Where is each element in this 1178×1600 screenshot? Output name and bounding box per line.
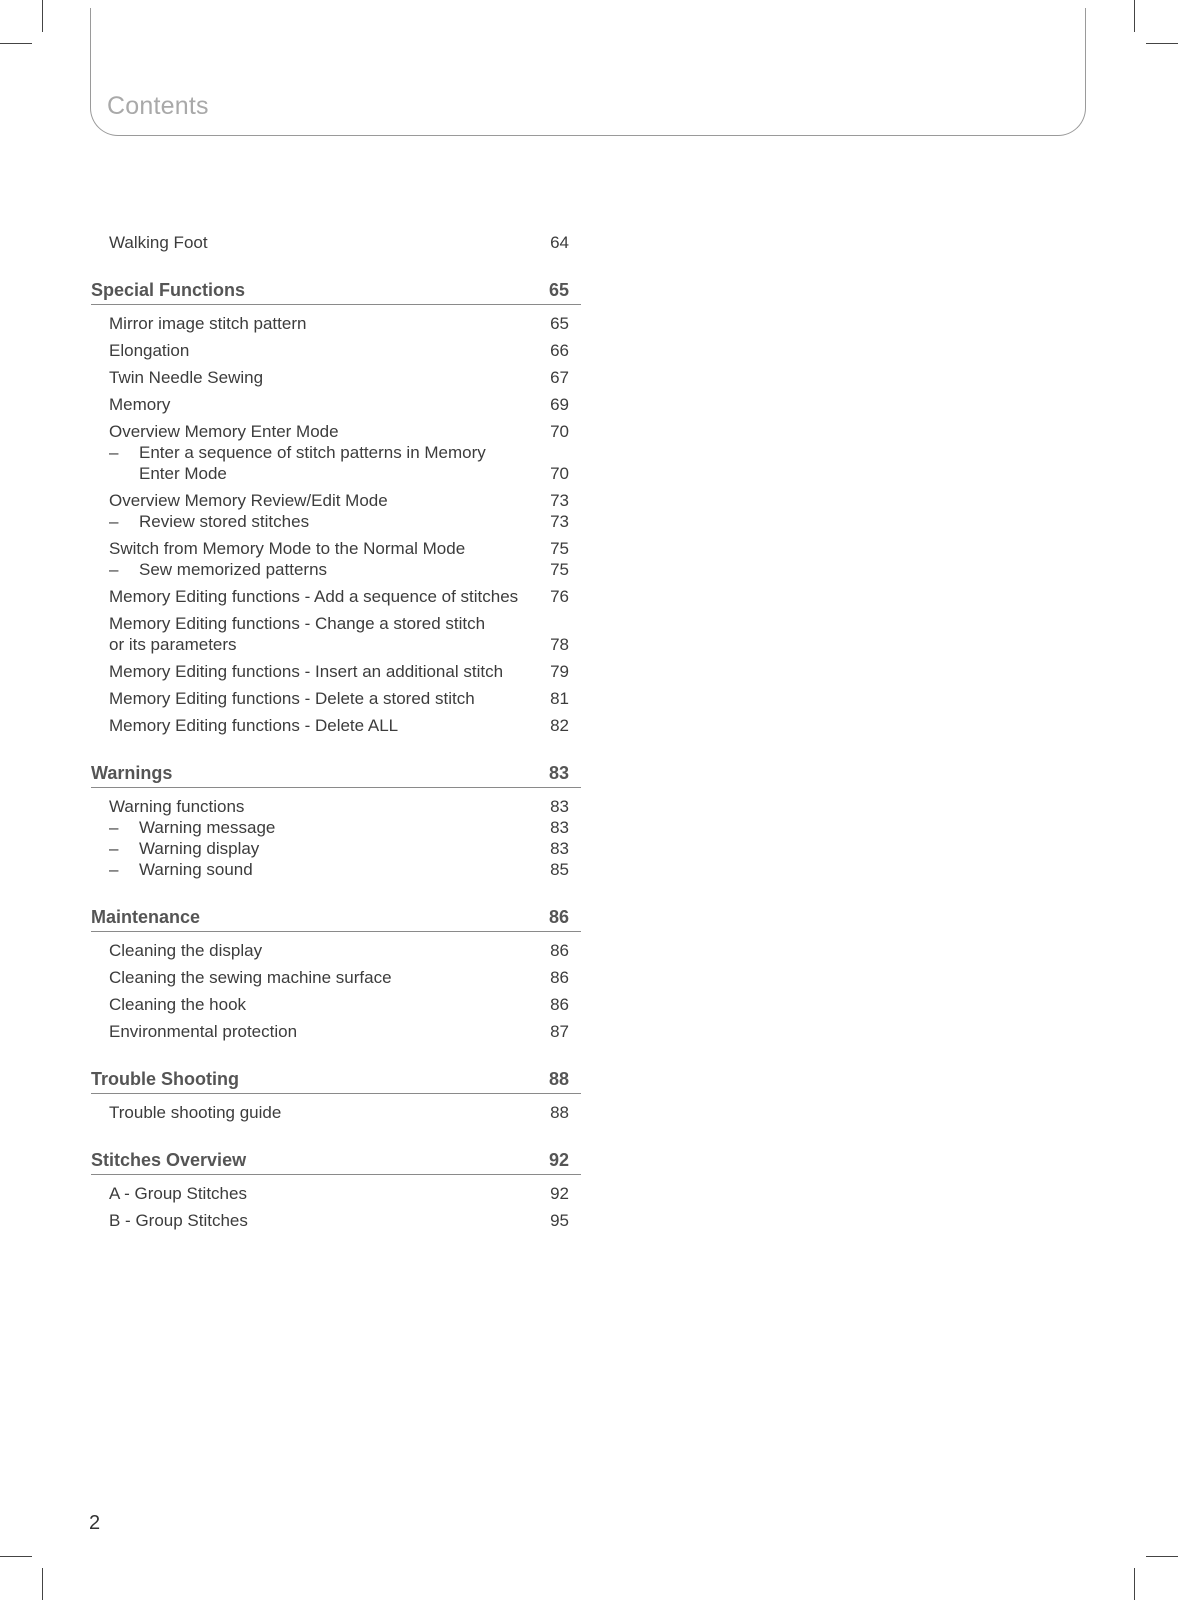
section-title: Warnings — [91, 763, 173, 783]
toc-entry-page: 70 — [550, 422, 569, 441]
section-page: 86 — [548, 907, 569, 927]
toc-entry-label: Warning sound — [139, 860, 253, 879]
toc-entry[interactable] — [91, 715, 581, 736]
toc-entry-label: Overview Memory Enter Mode — [109, 422, 339, 441]
toc-entry[interactable] — [91, 1021, 581, 1042]
toc-entry-label: Elongation — [109, 341, 190, 360]
toc-entry-page: 85 — [550, 860, 569, 879]
section-title: Special Functions — [91, 280, 246, 300]
toc-entry-page: 70 — [550, 464, 569, 483]
toc-entry-page: 75 — [550, 560, 569, 579]
toc-entry[interactable] — [91, 1183, 581, 1204]
toc-section-heading[interactable] — [91, 761, 581, 788]
toc-entry-page: 92 — [550, 1184, 569, 1203]
toc-entry-label: Twin Needle Sewing — [109, 368, 264, 387]
crop-mark — [0, 1556, 32, 1557]
toc-entry-page: 76 — [550, 587, 569, 606]
crop-mark — [42, 0, 43, 32]
toc-entry-page: 73 — [550, 512, 569, 531]
toc-entry[interactable] — [91, 661, 581, 682]
toc-entry[interactable] — [91, 313, 581, 334]
toc-entry-label: Enter a sequence of stitch patterns in Memory — [139, 443, 486, 462]
toc-entry[interactable] — [91, 967, 581, 988]
toc-entry[interactable] — [91, 340, 581, 361]
toc-entry-page: 78 — [550, 635, 569, 654]
toc-entry[interactable] — [91, 1102, 581, 1123]
section-page: 65 — [548, 280, 569, 300]
section-page: 83 — [548, 763, 569, 783]
toc-entry-label-cont: Enter Mode — [139, 464, 227, 483]
toc-entry-page: 83 — [550, 839, 569, 858]
toc-entry[interactable] — [91, 994, 581, 1015]
toc-entry-page: 66 — [550, 341, 569, 360]
toc-entry-page: 67 — [550, 368, 569, 387]
toc-subentry[interactable] — [91, 817, 581, 838]
toc-entry[interactable] — [91, 232, 581, 253]
toc-entry[interactable] — [91, 421, 581, 442]
toc-subentry[interactable] — [91, 838, 581, 859]
toc-entry[interactable] — [91, 490, 581, 511]
toc-entry-page: 86 — [550, 968, 569, 987]
toc-entry[interactable] — [91, 586, 581, 607]
section-page: 92 — [548, 1150, 569, 1170]
toc-subentry[interactable] — [91, 859, 581, 880]
toc-entry-page: 69 — [550, 395, 569, 414]
toc-entry-label: Cleaning the display — [109, 941, 263, 960]
toc-section-heading[interactable] — [91, 905, 581, 932]
header-frame — [90, 8, 1086, 136]
toc-entry-page: 83 — [550, 818, 569, 837]
dash-bullet: – — [109, 443, 119, 462]
crop-mark — [1146, 43, 1178, 44]
section-page: 88 — [548, 1069, 569, 1089]
toc-section-heading[interactable] — [91, 1148, 581, 1175]
toc-entry-label: Review stored stitches — [139, 512, 310, 531]
toc-entry-label: Trouble shooting guide — [109, 1103, 282, 1122]
toc-subentry[interactable] — [91, 559, 581, 580]
toc-entry-page: 75 — [550, 539, 569, 558]
toc-entry-label: Warning functions — [109, 797, 245, 816]
toc-entry-page: 95 — [550, 1211, 569, 1230]
toc-entry-label: Memory Editing functions - Add a sequence of stitches — [109, 587, 519, 606]
toc-entry-label: Memory — [109, 395, 171, 414]
toc-section-heading[interactable] — [91, 1067, 581, 1094]
crop-mark — [42, 1568, 43, 1600]
section-title: Trouble Shooting — [91, 1069, 239, 1089]
toc-entry-page: 64 — [550, 233, 569, 252]
toc-entry-page: 86 — [550, 941, 569, 960]
section-title: Stitches Overview — [91, 1150, 247, 1170]
toc-entry[interactable] — [91, 796, 581, 817]
toc-entry-label: Sew memorized patterns — [139, 560, 328, 579]
toc-entry-label: Warning message — [139, 818, 276, 837]
toc-entry[interactable] — [91, 394, 581, 415]
section-title: Maintenance — [91, 907, 201, 927]
toc-entry-label: Memory Editing functions - Delete ALL — [109, 716, 399, 735]
crop-mark — [1134, 1568, 1135, 1600]
toc-entry-page: 86 — [550, 995, 569, 1014]
toc-entry-page: 79 — [550, 662, 569, 681]
page-number: 2 — [89, 1512, 101, 1534]
dash-bullet: – — [109, 512, 119, 531]
toc-entry[interactable] — [91, 940, 581, 961]
toc-entry-page: 73 — [550, 491, 569, 510]
toc-entry-label: Memory Editing functions - Delete a stored stitch — [109, 689, 475, 708]
dash-bullet: – — [109, 560, 119, 579]
toc-entry[interactable] — [91, 367, 581, 388]
crop-mark — [1146, 1556, 1178, 1557]
toc-entry-page: 87 — [550, 1022, 569, 1041]
dash-bullet: – — [109, 860, 119, 879]
toc-entry[interactable] — [91, 1210, 581, 1231]
toc-entry-label: Cleaning the hook — [109, 995, 247, 1014]
toc-entry-label-cont: or its parameters — [109, 635, 237, 654]
toc-entry-page: 88 — [550, 1103, 569, 1122]
toc-entry-label: A - Group Stitches — [109, 1184, 247, 1203]
crop-mark — [0, 43, 32, 44]
toc-entry-label: Overview Memory Review/Edit Mode — [109, 491, 388, 510]
toc-entry[interactable] — [91, 538, 581, 559]
dash-bullet: – — [109, 839, 119, 858]
dash-bullet: – — [109, 818, 119, 837]
toc-entry-page: 82 — [550, 716, 569, 735]
toc-entry-label: Switch from Memory Mode to the Normal Mode — [109, 539, 466, 558]
toc-entry-label: Cleaning the sewing machine surface — [109, 968, 392, 987]
toc-entry-page: 83 — [550, 797, 569, 816]
page-title: Contents — [107, 92, 209, 120]
toc-entry-label: Mirror image stitch pattern — [109, 314, 307, 333]
table-of-contents — [91, 232, 581, 1237]
toc-entry-page: 65 — [550, 314, 569, 333]
toc-subentry[interactable] — [91, 511, 581, 532]
toc-entry-label: Memory Editing functions - Change a stored stitch — [109, 614, 486, 633]
toc-entry[interactable] — [91, 613, 581, 655]
toc-entry-page: 81 — [550, 689, 569, 708]
toc-entry-label: B - Group Stitches — [109, 1211, 248, 1230]
toc-entry-label: Environmental protection — [109, 1022, 298, 1041]
toc-section-heading[interactable] — [91, 278, 581, 305]
toc-subentry[interactable] — [91, 442, 581, 484]
toc-entry-label: Memory Editing functions - Insert an additional stitch — [109, 662, 504, 681]
toc-entry-label: Warning display — [139, 839, 260, 858]
toc-entry[interactable] — [91, 688, 581, 709]
toc-entry-label: Walking Foot — [109, 233, 208, 252]
crop-mark — [1134, 0, 1135, 32]
